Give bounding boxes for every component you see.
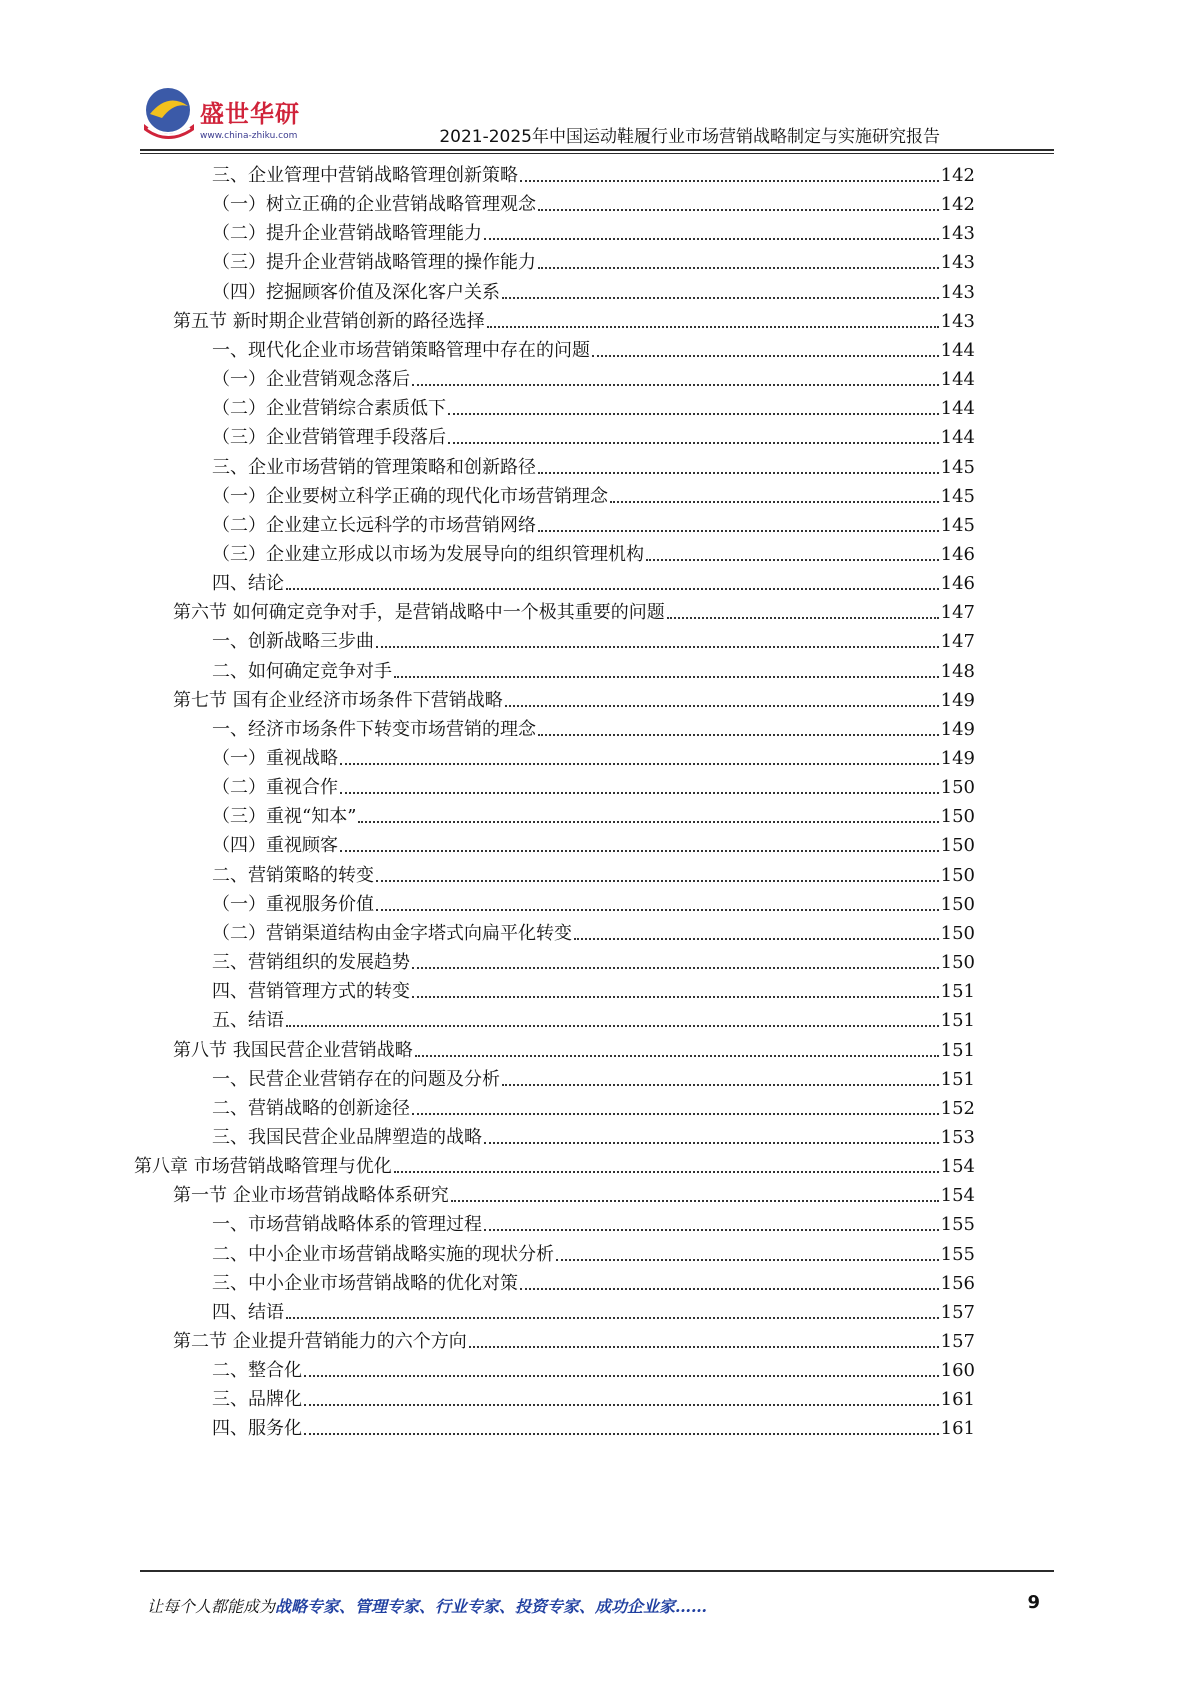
toc-entry[interactable]: [212, 710, 975, 741]
toc-entry[interactable]: [212, 1205, 975, 1236]
toc-dot-leader: [286, 588, 939, 590]
toc-entry-page: 150: [940, 922, 975, 944]
logo-name: 盛世华研: [200, 100, 300, 128]
toc-entry-page: 145: [940, 514, 975, 536]
toc-entry-title: 一、民营企业营销存在的问题及分析: [212, 1068, 500, 1090]
toc-entry-page: 144: [940, 339, 975, 361]
toc-entry-title: 三、品牌化: [212, 1389, 302, 1411]
company-logo: [138, 84, 318, 154]
toc-entry[interactable]: [212, 506, 975, 537]
header-divider-thin: [140, 153, 1054, 154]
toc-entry-page: 155: [940, 1243, 975, 1265]
toc-entry-title: 二、营销策略的转变: [212, 864, 374, 886]
toc-dot-leader: [358, 821, 938, 823]
toc-entry-title: 三、营销组织的发展趋势: [212, 952, 410, 974]
toc-entry[interactable]: [212, 914, 975, 945]
toc-entry[interactable]: [212, 477, 975, 508]
toc-entry-page: 147: [940, 631, 975, 653]
toc-entry-page: 142: [940, 194, 975, 216]
toc-dot-leader: [340, 792, 939, 794]
toc-dot-leader: [376, 646, 939, 648]
toc-entry-page: 152: [940, 1097, 975, 1119]
toc-entry[interactable]: [212, 652, 975, 683]
toc-entry-title: 第七节 国有企业经济市场条件下营销战略: [173, 689, 503, 711]
toc-entry-title: 一、经济市场条件下转变市场营销的理念: [212, 718, 536, 740]
toc-entry-page: 147: [940, 602, 975, 624]
toc-entry[interactable]: [212, 739, 975, 770]
toc-entry-page: 157: [940, 1301, 975, 1323]
toc-entry-page: 151: [940, 981, 975, 1003]
toc-entry-page: 148: [940, 660, 975, 682]
toc-dot-leader: [412, 996, 939, 998]
toc-entry[interactable]: [212, 797, 975, 828]
toc-entry[interactable]: [212, 185, 975, 216]
toc-dot-leader: [505, 705, 939, 707]
toc-entry-title: （一）企业营销观念落后: [212, 369, 410, 391]
report-title: 2021-2025年中国运动鞋履行业市场营销战略制定与实施研究报告: [439, 127, 940, 147]
toc-dot-leader: [520, 1288, 939, 1290]
toc-entry-page: 143: [940, 281, 975, 303]
toc-dot-leader: [376, 909, 939, 911]
toc-entry-title: 三、企业市场营销的管理策略和创新路径: [212, 456, 536, 478]
toc-entry-page: 143: [940, 310, 975, 332]
toc-entry[interactable]: [212, 1235, 975, 1266]
toc-entry-page: 144: [940, 369, 975, 391]
toc-dot-leader: [394, 1171, 939, 1173]
footer-slogan-highlight: 战略专家、管理专家、行业专家、投资专家、成功企业家……: [275, 1597, 708, 1616]
toc-entry-title: 二、如何确定竞争对手: [212, 660, 392, 682]
toc-dot-leader: [592, 355, 939, 357]
toc-entry[interactable]: [173, 302, 975, 333]
toc-entry-title: 五、结语: [212, 1010, 284, 1032]
toc-entry[interactable]: [212, 1380, 975, 1411]
toc-entry-page: 156: [940, 1272, 975, 1294]
toc-entry-page: 143: [940, 223, 975, 245]
toc-dot-leader: [667, 617, 939, 619]
toc-dot-leader: [502, 1084, 939, 1086]
toc-entry[interactable]: [212, 535, 975, 566]
toc-entry-title: （二）重视合作: [212, 777, 338, 799]
toc-entry[interactable]: [173, 1322, 975, 1353]
toc-entry-page: 146: [940, 543, 975, 565]
toc-entry-page: 155: [940, 1214, 975, 1236]
toc-dot-leader: [646, 559, 939, 561]
toc-entry-page: 149: [940, 718, 975, 740]
toc-entry[interactable]: [212, 972, 975, 1003]
toc-entry-page: 146: [940, 573, 975, 595]
toc-dot-leader: [484, 1229, 939, 1231]
toc-entry-title: 三、中小企业市场营销战略的优化对策: [212, 1272, 518, 1294]
toc-entry-title: （二）营销渠道结构由金字塔式向扁平化转变: [212, 922, 572, 944]
toc-dot-leader: [394, 676, 939, 678]
header-divider: [140, 149, 1054, 151]
toc-dot-leader: [286, 1025, 939, 1027]
toc-entry[interactable]: [134, 1147, 975, 1178]
toc-dot-leader: [340, 850, 939, 852]
logo-emblem-icon: [138, 84, 200, 146]
toc-entry[interactable]: [212, 243, 975, 274]
toc-entry-title: （三）企业建立形成以市场为发展导向的组织管理机构: [212, 543, 644, 565]
toc-entry[interactable]: [212, 418, 975, 449]
toc-entry[interactable]: [173, 593, 975, 624]
toc-dot-leader: [304, 1375, 939, 1377]
toc-entry[interactable]: [212, 1351, 975, 1382]
toc-entry-title: （三）提升企业营销战略管理的操作能力: [212, 252, 536, 274]
logo-url: www.china-zhiku.com: [200, 131, 298, 141]
toc-entry-page: 161: [940, 1389, 975, 1411]
toc-dot-leader: [304, 1404, 939, 1406]
toc-dot-leader: [487, 326, 939, 328]
toc-entry[interactable]: [173, 1031, 975, 1062]
toc-entry-page: 151: [940, 1010, 975, 1032]
toc-entry-page: 149: [940, 748, 975, 769]
toc-dot-leader: [520, 180, 939, 182]
toc-dot-leader: [574, 938, 939, 940]
toc-entry[interactable]: [212, 448, 975, 479]
toc-entry-title: 四、服务化: [212, 1418, 302, 1440]
toc-entry-title: 三、企业管理中营销战略管理创新策略: [212, 165, 518, 186]
toc-entry-page: 150: [940, 952, 975, 974]
toc-entry[interactable]: [173, 681, 975, 712]
toc-dot-leader: [448, 442, 939, 444]
toc-entry[interactable]: [212, 856, 975, 887]
toc-entry-title: （三）企业营销管理手段落后: [212, 427, 446, 449]
toc-dot-leader: [556, 1259, 939, 1261]
toc-entry-page: 150: [940, 806, 975, 828]
footer-slogan: [147, 1594, 707, 1617]
toc-entry-page: 143: [940, 252, 975, 274]
toc-entry-page: 157: [940, 1331, 975, 1352]
toc-entry-page: 154: [940, 1185, 975, 1207]
toc-dot-leader: [286, 1317, 939, 1319]
footer-divider: [140, 1570, 1054, 1572]
toc-dot-leader: [538, 267, 939, 269]
toc-dot-leader: [448, 413, 939, 415]
toc-entry-title: （一）重视战略: [212, 748, 338, 769]
toc-dot-leader: [304, 1433, 939, 1435]
toc-entry[interactable]: [212, 156, 975, 187]
toc-entry-title: 二、中小企业市场营销战略实施的现状分析: [212, 1243, 554, 1265]
toc-dot-leader: [340, 763, 939, 765]
toc-entry[interactable]: [212, 389, 975, 420]
toc-entry[interactable]: [212, 564, 975, 595]
toc-entry-title: 四、结语: [212, 1301, 284, 1323]
toc-entry[interactable]: [212, 885, 975, 916]
toc-entry-page: 149: [940, 689, 975, 711]
toc-dot-leader: [412, 1113, 939, 1115]
toc-entry-title: （四）挖掘顾客价值及深化客户关系: [212, 281, 500, 303]
toc-entry-title: 三、我国民营企业品牌塑造的战略: [212, 1126, 482, 1148]
toc-entry-page: 151: [940, 1068, 975, 1090]
toc-dot-leader: [412, 967, 939, 969]
toc-entry-page: 144: [940, 427, 975, 449]
toc-entry-title: 第八章 市场营销战略管理与优化: [134, 1156, 392, 1178]
toc-entry[interactable]: [212, 622, 975, 653]
toc-entry[interactable]: [212, 826, 975, 857]
toc-entry-title: 第五节 新时期企业营销创新的路径选择: [173, 310, 485, 332]
toc-entry[interactable]: [212, 1409, 975, 1440]
toc-entry[interactable]: [212, 1001, 975, 1032]
toc-entry-title: （二）提升企业营销战略管理能力: [212, 223, 482, 245]
toc-dot-leader: [538, 472, 939, 474]
toc-entry-title: 一、现代化企业市场营销策略管理中存在的问题: [212, 339, 590, 361]
toc-entry-title: 四、结论: [212, 573, 284, 595]
toc-entry-page: 153: [940, 1126, 975, 1148]
toc-entry-title: 第六节 如何确定竞争对手，是营销战略中一个极其重要的问题: [173, 602, 665, 624]
toc-entry[interactable]: [212, 1060, 975, 1091]
toc-entry-title: （四）重视顾客: [212, 835, 338, 857]
toc-dot-leader: [451, 1200, 939, 1202]
toc-entry-title: （二）企业建立长远科学的市场营销网络: [212, 514, 536, 536]
page-number: 9: [1027, 1592, 1040, 1613]
toc-entry-title: 四、营销管理方式的转变: [212, 981, 410, 1003]
toc-dot-leader: [538, 734, 939, 736]
toc-entry-page: 150: [940, 864, 975, 886]
footer-slogan-plain: 让每个人都能成为: [147, 1597, 276, 1616]
toc-dot-leader: [469, 1346, 939, 1348]
toc-entry-title: （一）树立正确的企业营销战略管理观念: [212, 194, 536, 216]
toc-entry[interactable]: [212, 331, 975, 362]
toc-entry-title: 二、整合化: [212, 1360, 302, 1382]
toc-dot-leader: [502, 297, 939, 299]
toc-dot-leader: [610, 501, 939, 503]
toc-entry-title: （三）重视“知本”: [212, 806, 357, 828]
toc-dot-leader: [484, 1142, 939, 1144]
toc-entry[interactable]: [212, 1264, 975, 1295]
toc-entry[interactable]: [212, 1293, 975, 1324]
toc-entry-title: 二、营销战略的创新途径: [212, 1097, 410, 1119]
toc-entry-title: 第八节 我国民营企业营销战略: [173, 1039, 413, 1061]
toc-entry-title: 一、市场营销战略体系的管理过程: [212, 1214, 482, 1236]
toc-entry-title: （一）重视服务价值: [212, 893, 374, 915]
toc-entry-page: 160: [940, 1360, 975, 1382]
toc-entry-page: 150: [940, 893, 975, 915]
toc-entry-page: 145: [940, 485, 975, 507]
toc-dot-leader: [538, 209, 939, 211]
toc-entry-title: 第二节 企业提升营销能力的六个方向: [173, 1331, 467, 1352]
toc-dot-leader: [376, 880, 939, 882]
toc-entry-title: 一、创新战略三步曲: [212, 631, 374, 653]
toc-entry[interactable]: [212, 943, 975, 974]
toc-entry-page: 154: [940, 1156, 975, 1178]
toc-dot-leader: [412, 384, 939, 386]
toc-entry-page: 150: [940, 777, 975, 799]
toc-dot-leader: [538, 530, 939, 532]
toc-entry-page: 145: [940, 456, 975, 478]
toc-entry-page: 142: [940, 165, 975, 186]
toc-entry-page: 151: [940, 1039, 975, 1061]
toc-entry-page: 161: [940, 1418, 975, 1440]
toc-entry[interactable]: [173, 1176, 975, 1207]
toc-entry-title: （二）企业营销综合素质低下: [212, 398, 446, 420]
toc-entry[interactable]: [212, 273, 975, 304]
toc-entry[interactable]: [212, 1089, 975, 1120]
toc-entry[interactable]: [212, 768, 975, 799]
toc-entry-title: （一）企业要树立科学正确的现代化市场营销理念: [212, 485, 608, 507]
toc-entry[interactable]: [212, 214, 975, 245]
toc-entry[interactable]: [212, 1118, 975, 1149]
toc-entry-title: 第一节 企业市场营销战略体系研究: [173, 1185, 449, 1207]
toc-dot-leader: [484, 238, 939, 240]
toc-entry-page: 144: [940, 398, 975, 420]
toc-dot-leader: [415, 1055, 939, 1057]
toc-entry[interactable]: [212, 360, 975, 391]
toc-entry-page: 150: [940, 835, 975, 857]
